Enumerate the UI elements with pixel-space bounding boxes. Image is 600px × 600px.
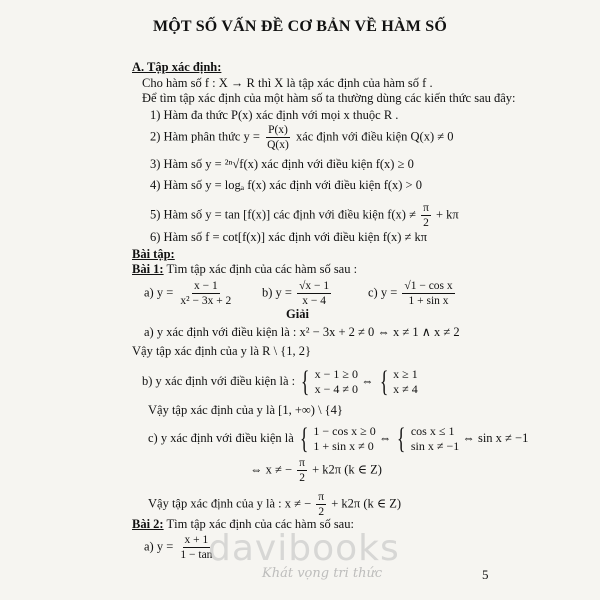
solution-a-set: Vậy tập xác định của y là R \ {1, 2} — [132, 344, 311, 358]
page-number: 5 — [482, 567, 489, 582]
fraction-numerator: π — [423, 202, 429, 214]
system-row: x − 4 ≠ 0 — [314, 382, 358, 396]
fraction-numerator: π — [318, 491, 325, 503]
text-line: Cho hàm số f : X → R thì X là tập xác định của hàm số f . — [142, 76, 433, 90]
rule-6: 6) Hàm số f = cot[f(x)] xác định với điều kiện f(x) ≠ kπ — [150, 230, 428, 244]
fraction-denominator: 2 — [299, 472, 305, 484]
fraction — [297, 457, 307, 484]
brace-icon: { — [299, 422, 309, 455]
solution-heading: Giải — [286, 307, 309, 321]
equation-system — [377, 367, 418, 397]
rule-5-text: 5) Hàm số y = tan [f(x)] các định với điều kiện f(x) ≠ — [150, 207, 416, 222]
fraction-denominator: 2 — [318, 506, 325, 518]
exercise-item-label: a) y = — [144, 285, 174, 300]
fraction-denominator: 1 − tan — [180, 549, 213, 561]
exercise-label: Bài 2: — [132, 517, 164, 531]
fraction-denominator: Q(x) — [267, 139, 289, 151]
solution-c — [148, 424, 528, 454]
solution-c-set — [148, 491, 401, 518]
section-heading: A. Tập xác định: — [132, 60, 222, 74]
solution-a: a) y xác định với điều kiện là : x² − 3x + 2 ≠ 0 ⇔ x ≠ 1 ∧ x ≠ 2 — [144, 325, 460, 339]
rule-4: 4) Hàm số y = logₐ f(x) xác định với điều kiện f(x) > 0 — [150, 178, 422, 192]
solution-text: + k2π (k ∈ Z) — [331, 496, 402, 511]
rule-2-condition: xác định với điều kiện Q(x) ≠ 0 — [295, 129, 454, 144]
exercise-1c — [368, 280, 457, 307]
fraction-denominator: 1 + sin x — [408, 295, 449, 307]
rule-3: 3) Hàm số y = ²ⁿ√f(x) xác định với điều kiện f(x) ≥ 0 — [150, 157, 414, 171]
watermark-slogan: Khát vọng tri thức — [262, 566, 383, 581]
solution-b-set: Vậy tập xác định của y là [1, +∞) \ {4} — [148, 403, 343, 417]
solution-text: ⇔ x ≠ − — [250, 462, 293, 477]
exercise-item-label: b) y = — [262, 285, 292, 300]
exercise-2a — [144, 534, 216, 561]
system-row: x − 1 ≥ 0 — [314, 367, 358, 381]
equivalence-sign: ⇔ — [378, 430, 392, 445]
system-row: cos x ≤ 1 — [410, 424, 455, 438]
exercise-1 — [132, 262, 357, 276]
solution-text: c) y xác định với điều kiện là — [148, 430, 294, 445]
fraction — [421, 202, 431, 229]
brace-icon: { — [379, 365, 389, 398]
rule-5 — [150, 202, 459, 229]
exercise-text: Tìm tập xác định của các hàm số sau : — [166, 262, 358, 276]
fraction-denominator: x − 4 — [302, 295, 326, 307]
system-row: 1 − cos x ≥ 0 — [313, 424, 376, 438]
fraction-denominator: x² − 3x + 2 — [180, 295, 232, 307]
fraction-numerator: √x − 1 — [299, 280, 330, 292]
system-row: 1 + sin x ≠ 0 — [313, 439, 374, 453]
exercise-1a — [144, 280, 235, 307]
solution-c-equivalence — [250, 457, 382, 484]
exercise-label: Bài 1: — [132, 262, 164, 276]
solution-text: + k2π (k ∈ Z) — [312, 462, 382, 477]
fraction-numerator: √1 − cos x — [404, 280, 453, 292]
fraction-denominator: 2 — [423, 217, 429, 229]
fraction — [265, 124, 291, 151]
exercises-heading: Bài tập: — [132, 247, 175, 261]
system-row: x ≠ 4 — [393, 382, 418, 396]
solution-tail: ⇔ sin x ≠ −1 — [462, 430, 529, 445]
fraction — [297, 280, 331, 307]
rule-1: 1) Hàm đa thức P(x) xác định với mọi x thuộc R . — [150, 108, 399, 122]
system-row: sin x ≠ −1 — [410, 439, 460, 453]
rule-5-tail: + kπ — [436, 207, 459, 222]
fraction-numerator: π — [299, 457, 305, 469]
solution-text: Vậy tập xác định của y là : x ≠ − — [148, 496, 312, 511]
fraction — [178, 280, 233, 307]
equation-system — [298, 367, 358, 397]
brace-icon: { — [301, 365, 310, 398]
solution-text: b) y xác định với điều kiện là : — [142, 373, 296, 388]
equation-system — [394, 424, 459, 454]
fraction-numerator: x + 1 — [184, 534, 209, 546]
exercise-item-label: a) y = — [144, 539, 174, 554]
brace-icon: { — [397, 422, 406, 455]
equation-system — [297, 424, 376, 454]
page-title: MỘT SỐ VẤN ĐỀ CƠ BẢN VỀ HÀM SỐ — [152, 18, 448, 35]
watermark-logo: davibooks — [208, 528, 400, 569]
text-line: Để tìm tập xác định của một hàm số ta thường dùng các kiến thức sau đây: — [142, 91, 516, 105]
exercise-1b — [262, 280, 333, 307]
rule-2-text: 2) Hàm phân thức y = — [150, 129, 260, 144]
system-row: x ≥ 1 — [393, 367, 418, 381]
rule-2 — [150, 124, 454, 151]
fraction — [402, 280, 454, 307]
equivalence-sign: ⇔ — [361, 373, 374, 388]
exercise-item-label: c) y = — [368, 285, 398, 300]
solution-b — [142, 367, 418, 397]
exercise-text: Tìm tập xác định của các hàm số sau: — [166, 517, 354, 531]
fraction — [316, 491, 326, 518]
fraction-numerator: P(x) — [268, 124, 288, 136]
fraction-numerator: x − 1 — [193, 280, 218, 292]
